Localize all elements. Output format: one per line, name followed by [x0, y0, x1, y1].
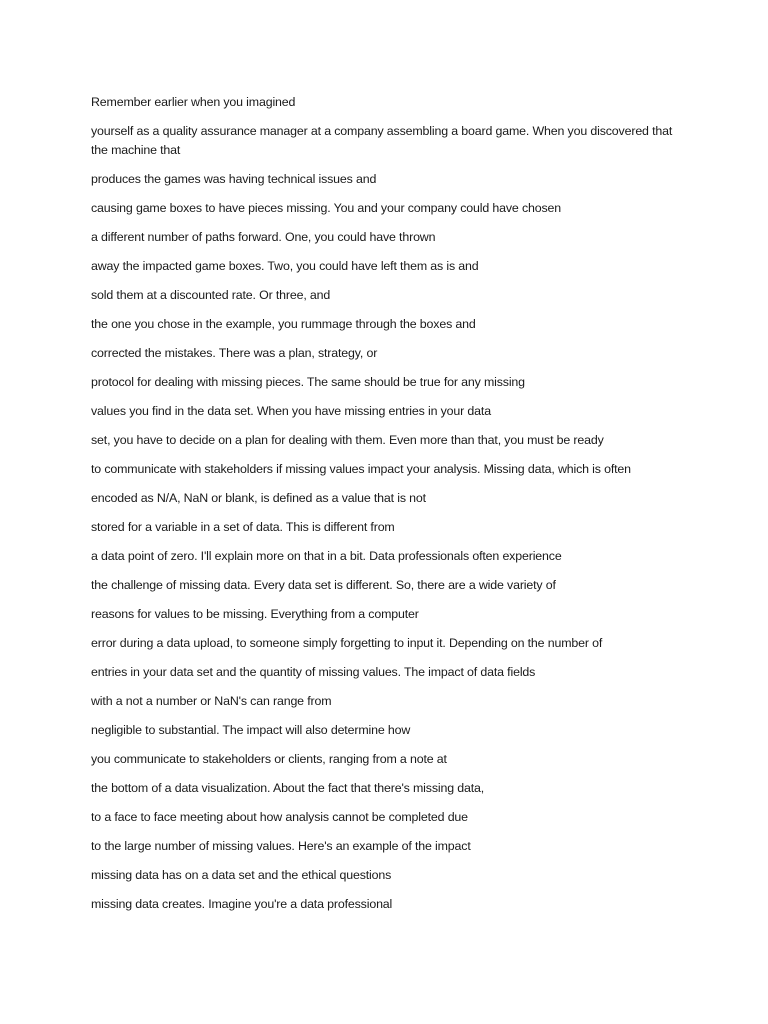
- text-line: to the large number of missing values. Here's an example of the impact: [91, 839, 471, 853]
- text-line: error during a data upload, to someone simply forgetting to input it. Depending on the number of: [91, 636, 603, 650]
- text-line: Remember earlier when you imagined: [91, 95, 296, 109]
- text-line: set, you have to decide on a plan for dealing with them. Even more than that, you must be ready: [91, 433, 604, 447]
- text-line: the one you chose in the example, you rummage through the boxes and: [91, 317, 476, 331]
- text-line: reasons for values to be missing. Everything from a computer: [91, 607, 419, 621]
- text-line: a data point of zero. I'll explain more on that in a bit. Data professionals often experience: [91, 549, 562, 563]
- text-line: encoded as N/A, NaN or blank, is defined as a value that is not: [91, 491, 426, 505]
- text-line: to a face to face meeting about how analysis cannot be completed due: [91, 810, 468, 824]
- text-line: protocol for dealing with missing pieces. The same should be true for any missing: [91, 375, 525, 389]
- text-line: values you find in the data set. When you have missing entries in your data: [91, 404, 491, 418]
- text-line: produces the games was having technical issues and: [91, 172, 377, 186]
- text-line: corrected the mistakes. There was a plan, strategy, or: [91, 346, 378, 360]
- text-line: sold them at a discounted rate. Or three, and: [91, 288, 331, 302]
- text-line: missing data has on a data set and the ethical questions: [91, 868, 392, 882]
- text-line: with a not a number or NaN's can range from: [91, 694, 332, 708]
- text-line: missing data creates. Imagine you're a data professional: [91, 897, 393, 911]
- text-line: away the impacted game boxes. Two, you could have left them as is and: [91, 259, 479, 273]
- document-body: [91, 93, 691, 924]
- text-line: negligible to substantial. The impact will also determine how: [91, 723, 411, 737]
- text-line: the challenge of missing data. Every data set is different. So, there are a wide variety of: [91, 578, 556, 592]
- text-line: a different number of paths forward. One, you could have thrown: [91, 230, 436, 244]
- text-line: to communicate with stakeholders if missing values impact your analysis. Missing data, which is often: [91, 462, 631, 476]
- text-line: yourself as a quality assurance manager at a company assembling a board game. When you discovered that the machine that: [91, 124, 673, 157]
- text-line: the bottom of a data visualization. About the fact that there's missing data,: [91, 781, 485, 795]
- text-line: you communicate to stakeholders or clients, ranging from a note at: [91, 752, 447, 766]
- text-line: entries in your data set and the quantity of missing values. The impact of data fields: [91, 665, 536, 679]
- text-line: stored for a variable in a set of data. This is different from: [91, 520, 395, 534]
- text-line: causing game boxes to have pieces missing. You and your company could have chosen: [91, 201, 562, 215]
